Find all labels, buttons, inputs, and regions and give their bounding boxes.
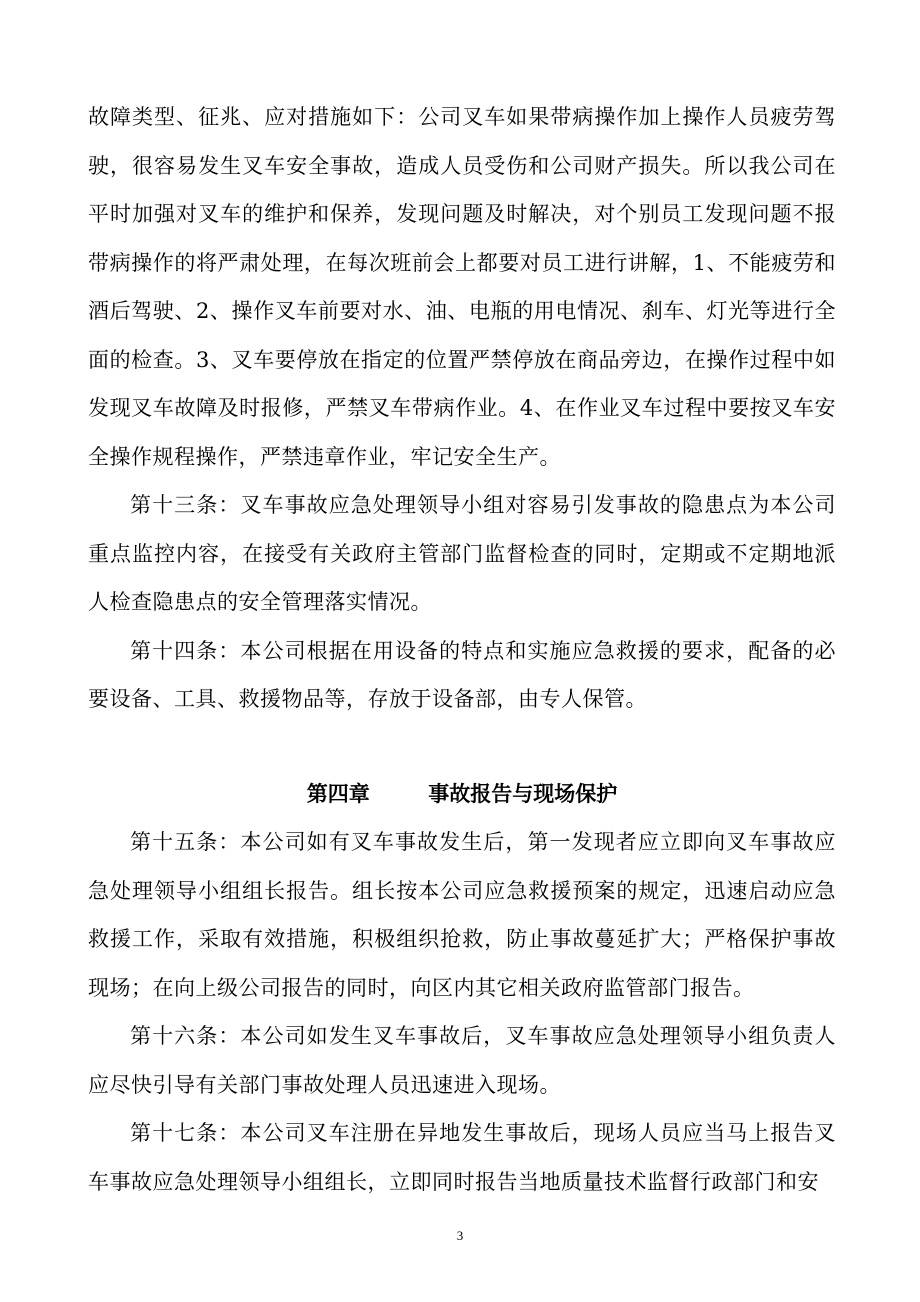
page-number: 3 [456,1228,464,1243]
chapter-heading: 第四章 事故报告与现场保护 [306,780,618,806]
paragraph-fault-types: 故障类型、征兆、应对措施如下：公司叉车如果带病操作加上操作人员疲劳驾驶，很容易发生叉车安全事故，造成人员受伤和公司财产损失。所以我公司在平时加强对叉车的维护和保养，发现问题及时解决，对个别员工发现问题不报带病操作的将严肃处理，在每次班前会上都要对员工进行讲解，1、不能疲劳和酒后驾驶、2、操作叉车前要对水、油、电瓶的用电情况、刹车、灯光等进行全面的检查。3、叉车要停放在指定的位置严禁停放在商品旁边，在操作过程中如发现叉车故障及时报修，严禁叉车带病作业。4、在作业叉车过程中要按叉车安全操作规程操作，严禁违章作业，牢记安全生产。 [88,105,836,469]
document-page [88,93,836,1206]
paragraph-article-17: 第十七条：本公司叉车注册在异地发生事故后，现场人员应当马上报告叉车事故应急处理领导小组组长，立即同时报告当地质量技术监督行政部门和安 [88,1121,836,1194]
paragraph-article-15: 第十五条：本公司如有叉车事故发生后，第一发现者应立即向叉车事故应急处理领导小组组长报告。组长按本公司应急救援预案的规定，迅速启动应急救援工作，采取有效措施，积极组织抢救，防止事故蔓延扩大；严格保护事故现场；在向上级公司报告的同时，向区内其它相关政府监管部门报告。 [88,830,836,1000]
paragraph-article-16: 第十六条：本公司如发生叉车事故后，叉车事故应急处理领导小组负责人应尽快引导有关部门事故处理人员迅速进入现场。 [88,1024,836,1097]
paragraph-article-13: 第十三条：叉车事故应急处理领导小组对容易引发事故的隐患点为本公司重点监控内容，在接受有关政府主管部门监督检查的同时，定期或不定期地派人检查隐患点的安全管理落实情况。 [88,493,836,614]
paragraph-article-14: 第十四条：本公司根据在用设备的特点和实施应急救援的要求，配备的必要设备、工具、救援物品等，存放于设备部，由专人保管。 [88,638,836,711]
